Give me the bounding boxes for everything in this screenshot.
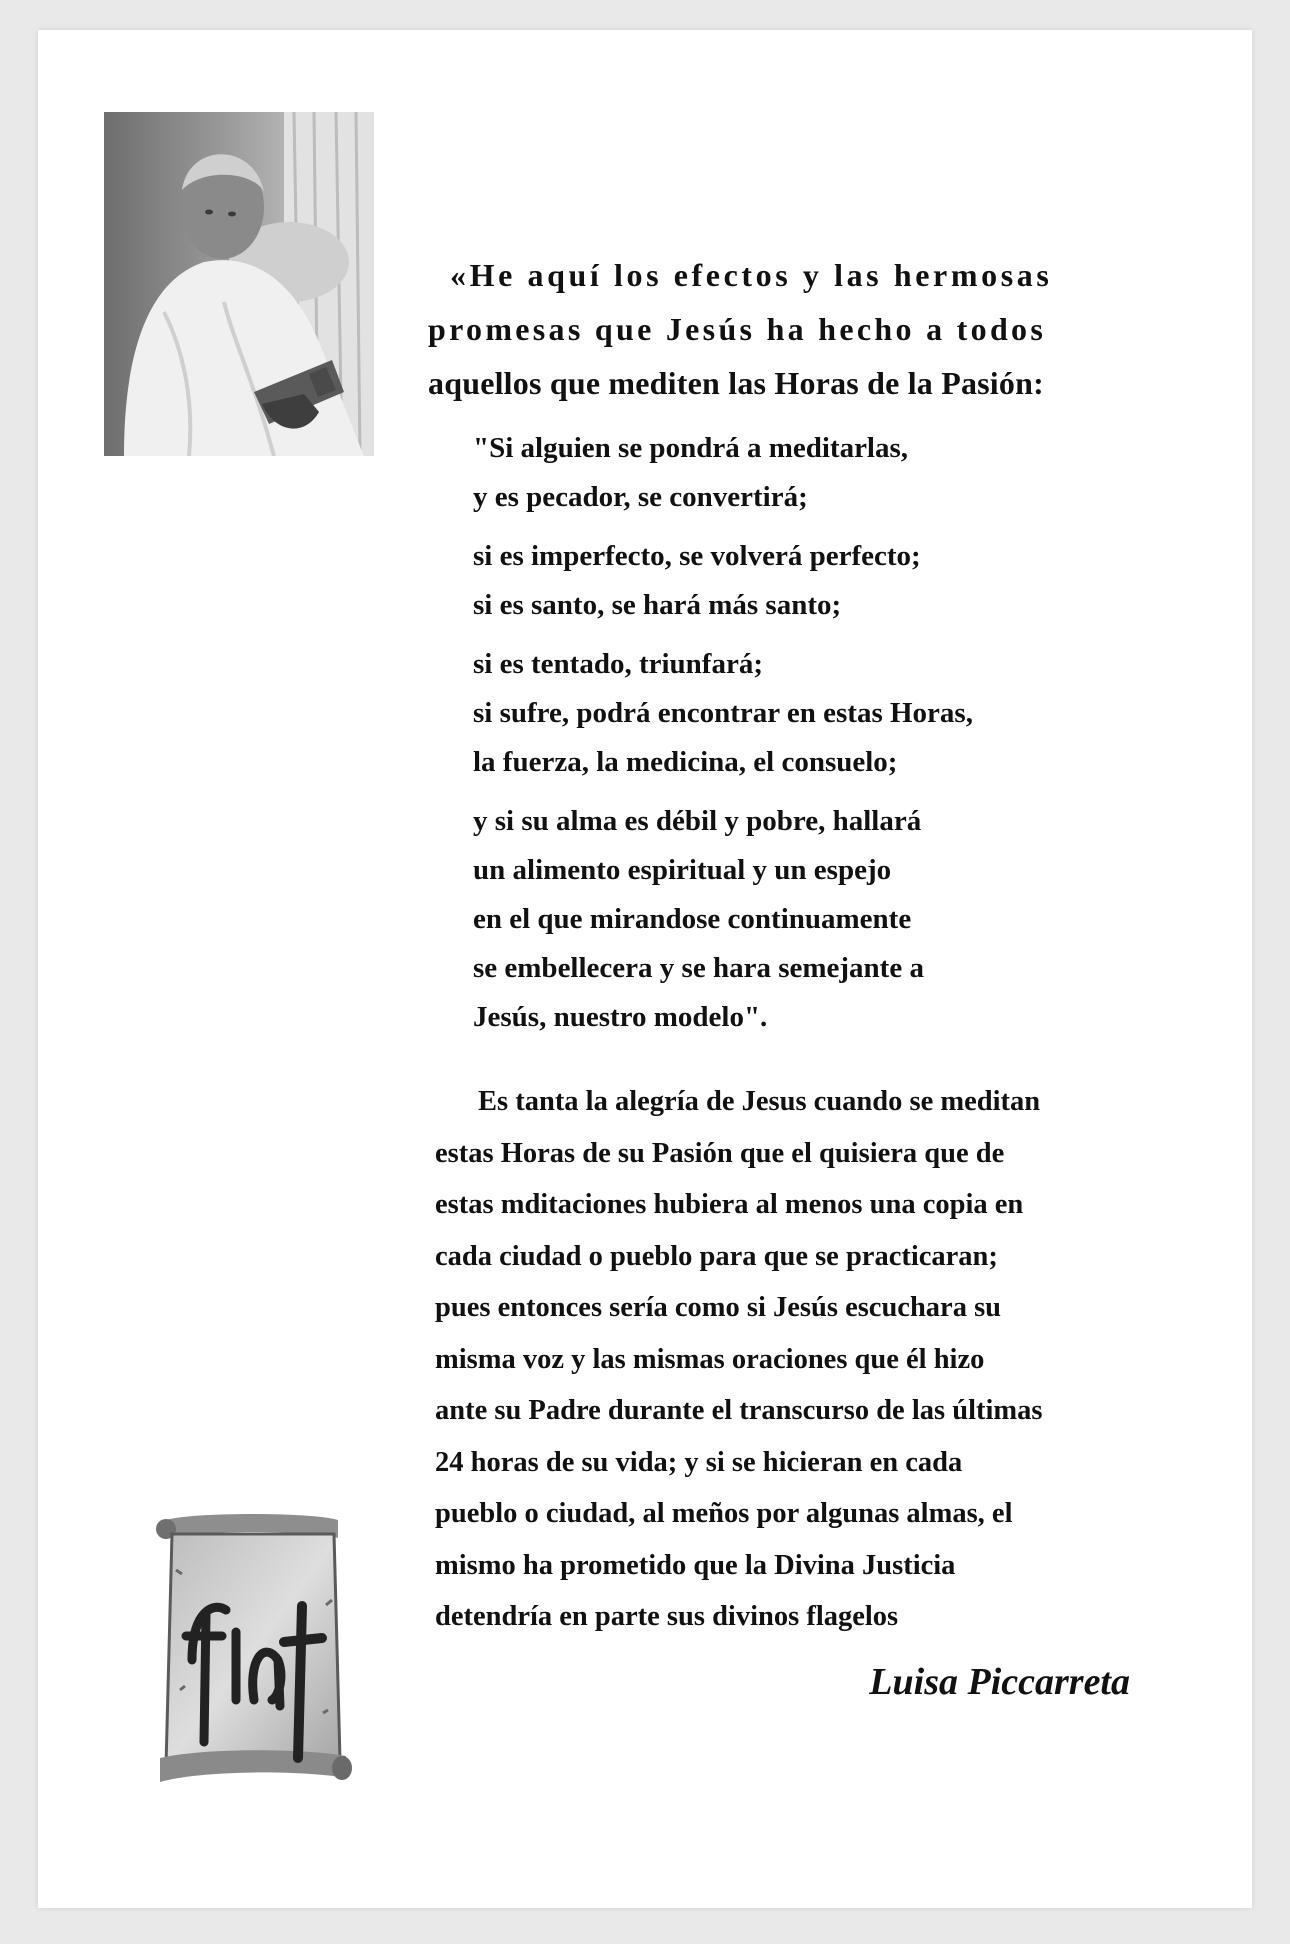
verse-line: "Si alguien se pondrá a meditarlas, [473,432,909,464]
verse-stanza [473,640,1133,787]
verse-stanza [473,424,1133,522]
verse-line: la fuerza, la medicina, el consuelo; [473,746,898,778]
prose-line: estas Horas de su Pasión que el quisiera que de [435,1137,1005,1169]
portrait-photo [104,112,374,456]
prose-line: detendría en parte sus divinos flagelos [435,1601,899,1632]
prose-line: pueblo o ciudad, al meños por algunas almas, el [435,1498,1013,1529]
verse-line: un alimento espiritual y un espejo [473,854,892,886]
prose-line: 24 horas de su vida; y si se hicieran en cada [435,1446,963,1478]
author-signature: Luisa Piccarreta [869,1661,1130,1703]
prose-line: ante su Padre durante el transcurso de las últimas [435,1395,1043,1426]
verse-stanza [473,532,1133,630]
intro-line: «He aquí los efectos y las hermosas [450,257,1053,293]
verse-line: si es santo, se hará más santo; [473,589,842,621]
intro-line: aquellos que mediten las Horas de la Pasión: [428,365,1044,401]
prose-paragraph [435,1076,1155,1643]
verse-line: si es tentado, triunfará; [473,648,763,680]
prose-line: mismo ha prometido que la Divina Justicia [435,1549,956,1581]
verse-line: se embellecera y se hara semejante a [473,952,924,984]
fiat-scroll-icon [152,1510,352,1792]
verse-line: y es pecador, se convertirá; [473,481,808,513]
verse-line: en el que mirandose continuamente [473,903,912,935]
prose-line: estas mditaciones hubiera al menos una copia en [435,1189,1024,1220]
promises-verses [473,424,1133,1052]
verse-line: Jesús, nuestro modelo". [473,1001,768,1033]
verse-line: si sufre, podrá encontrar en estas Horas, [473,697,973,729]
verse-stanza [473,797,1133,1042]
prose-line: Es tanta la alegría de Jesus cuando se meditan [478,1086,1041,1117]
intro-line: promesas que Jesús ha hecho a todos [428,311,1047,347]
prose-line: cada ciudad o pueblo para que se practicaran; [435,1240,998,1272]
prose-line: misma voz y las mismas oraciones que él hizo [435,1343,985,1375]
verse-line: y si su alma es débil y pobre, hallará [473,805,922,837]
prose-line: pues entonces sería como si Jesús escuchara su [435,1292,1002,1323]
verse-line: si es imperfecto, se volverá perfecto; [473,540,921,572]
intro-paragraph [428,248,1158,410]
